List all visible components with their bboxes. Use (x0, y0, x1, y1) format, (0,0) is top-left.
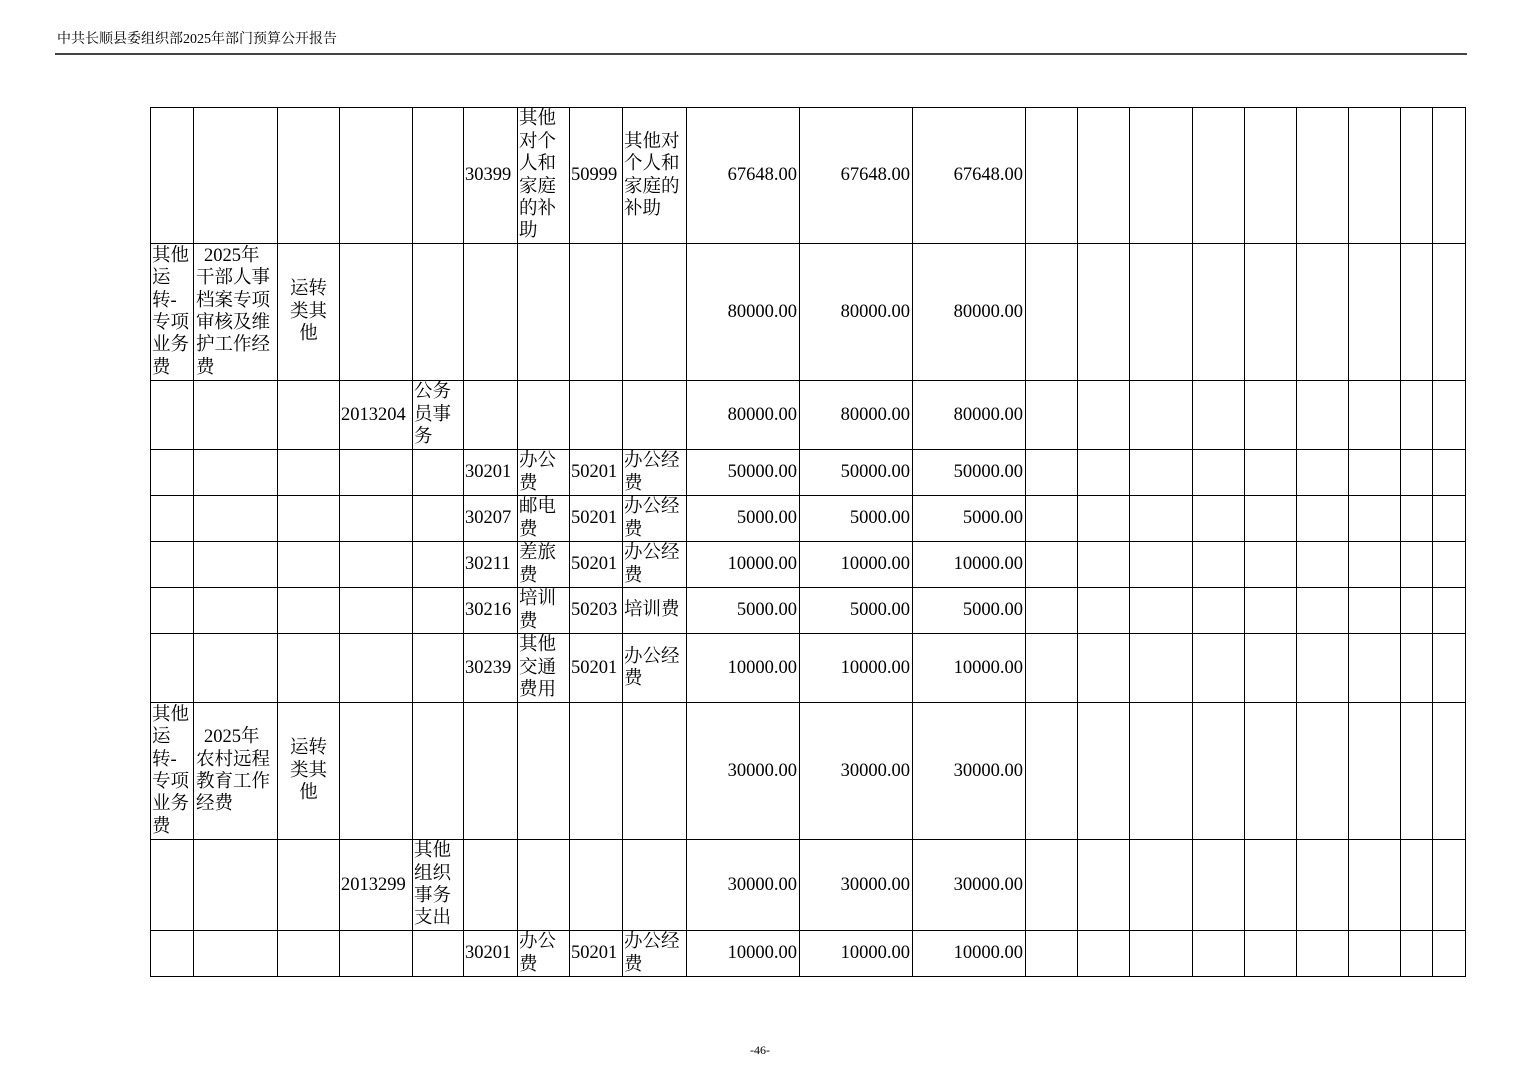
amount-cell: 30000.00 (913, 840, 1026, 931)
amount-total-cell: 80000.00 (687, 244, 800, 381)
empty-cell (1026, 108, 1078, 244)
empty-cell (1401, 381, 1433, 450)
amount-cell: 5000.00 (800, 588, 913, 634)
empty-cell (1349, 840, 1401, 931)
empty-cell (1026, 703, 1078, 840)
project-category-cell (278, 588, 340, 634)
empty-cell (1193, 381, 1245, 450)
amount-total-cell: 30000.00 (687, 840, 800, 931)
empty-cell (1401, 588, 1433, 634)
project-category-cell (278, 496, 340, 542)
empty-cell (1026, 931, 1078, 977)
function-code-cell (340, 931, 413, 977)
dept-econ-code-cell: 30201 (464, 450, 518, 496)
function-name-cell (413, 496, 464, 542)
project-category-cell (278, 634, 340, 703)
gov-econ-code-cell: 50201 (570, 931, 623, 977)
gov-econ-code-cell: 50201 (570, 496, 623, 542)
empty-cell (1078, 542, 1130, 588)
amount-cell: 10000.00 (800, 542, 913, 588)
empty-cell (1349, 634, 1401, 703)
empty-cell (1433, 931, 1466, 977)
empty-cell (1433, 703, 1466, 840)
empty-cell (1349, 931, 1401, 977)
empty-cell (1026, 381, 1078, 450)
function-name-cell (413, 634, 464, 703)
empty-cell (1433, 381, 1466, 450)
empty-cell (1130, 496, 1193, 542)
dept-econ-code-cell (464, 703, 518, 840)
empty-cell (1401, 542, 1433, 588)
gov-econ-name-cell: 办公经费 (623, 496, 687, 542)
dept-econ-name-cell: 其他对个人和家庭的补助 (518, 108, 570, 244)
gov-econ-name-cell: 办公经费 (623, 634, 687, 703)
project-name-cell (194, 542, 278, 588)
empty-cell (1078, 703, 1130, 840)
amount-total-cell: 50000.00 (687, 450, 800, 496)
empty-cell (1193, 931, 1245, 977)
empty-cell (1078, 588, 1130, 634)
empty-cell (1130, 840, 1193, 931)
dept-econ-name-cell (518, 381, 570, 450)
gov-econ-name-cell (623, 381, 687, 450)
empty-cell (1401, 931, 1433, 977)
function-code-cell (340, 450, 413, 496)
dept-econ-name-cell (518, 244, 570, 381)
empty-cell (1349, 542, 1401, 588)
amount-cell: 50000.00 (913, 450, 1026, 496)
empty-cell (1245, 381, 1297, 450)
gov-econ-code-cell: 50201 (570, 450, 623, 496)
empty-cell (1401, 703, 1433, 840)
gov-econ-code-cell: 50203 (570, 588, 623, 634)
budget-table (150, 107, 1466, 977)
amount-cell: 10000.00 (913, 634, 1026, 703)
amount-cell: 5000.00 (913, 496, 1026, 542)
dept-econ-name-cell: 差旅费 (518, 542, 570, 588)
page-number: -46- (750, 1043, 770, 1057)
dept-econ-name-cell: 办公费 (518, 450, 570, 496)
empty-cell (1297, 931, 1349, 977)
dept-econ-code-cell: 30216 (464, 588, 518, 634)
project-type-cell (151, 496, 194, 542)
dept-econ-name-cell (518, 840, 570, 931)
empty-cell (1245, 703, 1297, 840)
empty-cell (1401, 108, 1433, 244)
project-category-cell (278, 381, 340, 450)
function-code-cell (340, 634, 413, 703)
function-name-cell (413, 931, 464, 977)
project-type-cell: 其他运转-专项业务费 (151, 244, 194, 381)
empty-cell (1433, 108, 1466, 244)
empty-cell (1297, 634, 1349, 703)
empty-cell (1193, 634, 1245, 703)
function-name-cell (413, 244, 464, 381)
empty-cell (1349, 496, 1401, 542)
function-code-cell: 2013299 (340, 840, 413, 931)
function-code-cell (340, 108, 413, 244)
function-name-cell (413, 542, 464, 588)
amount-cell: 5000.00 (800, 496, 913, 542)
gov-econ-code-cell: 50201 (570, 542, 623, 588)
gov-econ-name-cell: 培训费 (623, 588, 687, 634)
project-category-cell (278, 450, 340, 496)
empty-cell (1297, 108, 1349, 244)
gov-econ-code-cell: 50201 (570, 634, 623, 703)
empty-cell (1130, 588, 1193, 634)
empty-cell (1297, 244, 1349, 381)
empty-cell (1193, 542, 1245, 588)
amount-total-cell: 67648.00 (687, 108, 800, 244)
project-name-cell (194, 634, 278, 703)
empty-cell (1245, 496, 1297, 542)
empty-cell (1349, 244, 1401, 381)
empty-cell (1078, 244, 1130, 381)
empty-cell (1193, 703, 1245, 840)
amount-cell: 10000.00 (913, 931, 1026, 977)
empty-cell (1401, 840, 1433, 931)
amount-total-cell: 10000.00 (687, 931, 800, 977)
header-divider (55, 53, 1467, 55)
empty-cell (1245, 634, 1297, 703)
amount-cell: 80000.00 (800, 381, 913, 450)
table-row (151, 588, 1466, 634)
empty-cell (1078, 108, 1130, 244)
project-category-cell (278, 840, 340, 931)
dept-econ-name-cell: 邮电费 (518, 496, 570, 542)
dept-econ-code-cell: 30211 (464, 542, 518, 588)
empty-cell (1297, 840, 1349, 931)
empty-cell (1349, 450, 1401, 496)
function-name-cell (413, 108, 464, 244)
gov-econ-code-cell (570, 244, 623, 381)
empty-cell (1026, 634, 1078, 703)
project-name-cell (194, 450, 278, 496)
table-row (151, 703, 1466, 840)
dept-econ-code-cell (464, 381, 518, 450)
dept-econ-code-cell: 30201 (464, 931, 518, 977)
empty-cell (1297, 703, 1349, 840)
amount-cell: 10000.00 (800, 931, 913, 977)
empty-cell (1297, 588, 1349, 634)
function-code-cell (340, 588, 413, 634)
empty-cell (1130, 108, 1193, 244)
gov-econ-code-cell (570, 840, 623, 931)
empty-cell (1245, 542, 1297, 588)
gov-econ-code-cell: 50999 (570, 108, 623, 244)
table-row (151, 381, 1466, 450)
empty-cell (1193, 244, 1245, 381)
amount-cell: 80000.00 (913, 244, 1026, 381)
empty-cell (1401, 450, 1433, 496)
project-category-cell: 运转类其他 (278, 703, 340, 840)
gov-econ-name-cell: 办公经费 (623, 450, 687, 496)
gov-econ-name-cell (623, 244, 687, 381)
project-category-cell (278, 108, 340, 244)
gov-econ-name-cell (623, 703, 687, 840)
function-code-cell (340, 542, 413, 588)
amount-cell: 67648.00 (800, 108, 913, 244)
dept-econ-name-cell: 培训费 (518, 588, 570, 634)
amount-total-cell: 80000.00 (687, 381, 800, 450)
empty-cell (1433, 496, 1466, 542)
empty-cell (1078, 931, 1130, 977)
amount-cell: 50000.00 (800, 450, 913, 496)
empty-cell (1193, 108, 1245, 244)
empty-cell (1297, 450, 1349, 496)
amount-cell: 80000.00 (800, 244, 913, 381)
table-row (151, 244, 1466, 381)
gov-econ-code-cell (570, 381, 623, 450)
empty-cell (1130, 634, 1193, 703)
empty-cell (1433, 244, 1466, 381)
empty-cell (1193, 450, 1245, 496)
empty-cell (1349, 381, 1401, 450)
function-name-cell: 其他组织事务支出 (413, 840, 464, 931)
gov-econ-name-cell: 其他对个人和家庭的补助 (623, 108, 687, 244)
project-category-cell (278, 931, 340, 977)
empty-cell (1193, 588, 1245, 634)
gov-econ-code-cell (570, 703, 623, 840)
amount-total-cell: 10000.00 (687, 634, 800, 703)
empty-cell (1297, 542, 1349, 588)
function-name-cell (413, 588, 464, 634)
dept-econ-code-cell: 30207 (464, 496, 518, 542)
project-type-cell (151, 931, 194, 977)
project-name-cell: 2025年干部人事档案专项审核及维护工作经费 (194, 244, 278, 381)
project-type-cell (151, 840, 194, 931)
amount-total-cell: 5000.00 (687, 496, 800, 542)
dept-econ-code-cell (464, 244, 518, 381)
dept-econ-name-cell: 办公费 (518, 931, 570, 977)
dept-econ-code-cell: 30399 (464, 108, 518, 244)
amount-cell: 5000.00 (913, 588, 1026, 634)
amount-cell: 30000.00 (800, 840, 913, 931)
empty-cell (1297, 381, 1349, 450)
empty-cell (1078, 381, 1130, 450)
page-header-title: 中共长顺县委组织部2025年部门预算公开报告 (57, 32, 337, 47)
empty-cell (1193, 840, 1245, 931)
gov-econ-name-cell: 办公经费 (623, 931, 687, 977)
empty-cell (1245, 108, 1297, 244)
project-category-cell (278, 542, 340, 588)
table-row (151, 450, 1466, 496)
amount-cell: 67648.00 (913, 108, 1026, 244)
empty-cell (1245, 588, 1297, 634)
empty-cell (1245, 840, 1297, 931)
empty-cell (1401, 634, 1433, 703)
empty-cell (1245, 244, 1297, 381)
function-name-cell: 公务员事务 (413, 381, 464, 450)
empty-cell (1433, 588, 1466, 634)
empty-cell (1245, 450, 1297, 496)
empty-cell (1026, 450, 1078, 496)
function-name-cell (413, 703, 464, 840)
project-type-cell (151, 108, 194, 244)
empty-cell (1433, 542, 1466, 588)
function-code-cell (340, 244, 413, 381)
amount-total-cell: 5000.00 (687, 588, 800, 634)
amount-cell: 30000.00 (913, 703, 1026, 840)
function-code-cell (340, 496, 413, 542)
empty-cell (1193, 496, 1245, 542)
project-type-cell (151, 588, 194, 634)
amount-total-cell: 10000.00 (687, 542, 800, 588)
empty-cell (1078, 496, 1130, 542)
project-name-cell (194, 588, 278, 634)
empty-cell (1433, 840, 1466, 931)
amount-cell: 30000.00 (800, 703, 913, 840)
gov-econ-name-cell (623, 840, 687, 931)
empty-cell (1078, 840, 1130, 931)
empty-cell (1297, 496, 1349, 542)
gov-econ-name-cell: 办公经费 (623, 542, 687, 588)
project-category-cell: 运转类其他 (278, 244, 340, 381)
empty-cell (1026, 496, 1078, 542)
table-row (151, 108, 1466, 244)
empty-cell (1130, 931, 1193, 977)
empty-cell (1130, 381, 1193, 450)
empty-cell (1349, 703, 1401, 840)
project-name-cell (194, 381, 278, 450)
amount-cell: 80000.00 (913, 381, 1026, 450)
dept-econ-name-cell (518, 703, 570, 840)
function-code-cell: 2013204 (340, 381, 413, 450)
empty-cell (1401, 496, 1433, 542)
table-row (151, 634, 1466, 703)
dept-econ-code-cell: 30239 (464, 634, 518, 703)
empty-cell (1130, 450, 1193, 496)
dept-econ-code-cell (464, 840, 518, 931)
empty-cell (1026, 588, 1078, 634)
empty-cell (1130, 703, 1193, 840)
empty-cell (1026, 840, 1078, 931)
function-name-cell (413, 450, 464, 496)
empty-cell (1130, 542, 1193, 588)
empty-cell (1349, 108, 1401, 244)
empty-cell (1078, 450, 1130, 496)
amount-cell: 10000.00 (913, 542, 1026, 588)
project-type-cell (151, 542, 194, 588)
empty-cell (1245, 931, 1297, 977)
project-type-cell (151, 381, 194, 450)
empty-cell (1078, 634, 1130, 703)
empty-cell (1433, 634, 1466, 703)
function-code-cell (340, 703, 413, 840)
table-row (151, 542, 1466, 588)
project-type-cell (151, 634, 194, 703)
project-name-cell: 2025年农村远程教育工作经费 (194, 703, 278, 840)
table-row (151, 840, 1466, 931)
amount-total-cell: 30000.00 (687, 703, 800, 840)
project-type-cell (151, 450, 194, 496)
empty-cell (1130, 244, 1193, 381)
table-row (151, 931, 1466, 977)
empty-cell (1026, 244, 1078, 381)
empty-cell (1349, 588, 1401, 634)
empty-cell (1026, 542, 1078, 588)
amount-cell: 10000.00 (800, 634, 913, 703)
dept-econ-name-cell: 其他交通费用 (518, 634, 570, 703)
empty-cell (1401, 244, 1433, 381)
empty-cell (1433, 450, 1466, 496)
project-name-cell (194, 931, 278, 977)
project-type-cell: 其他运转-专项业务费 (151, 703, 194, 840)
table-row (151, 496, 1466, 542)
project-name-cell (194, 108, 278, 244)
project-name-cell (194, 840, 278, 931)
project-name-cell (194, 496, 278, 542)
